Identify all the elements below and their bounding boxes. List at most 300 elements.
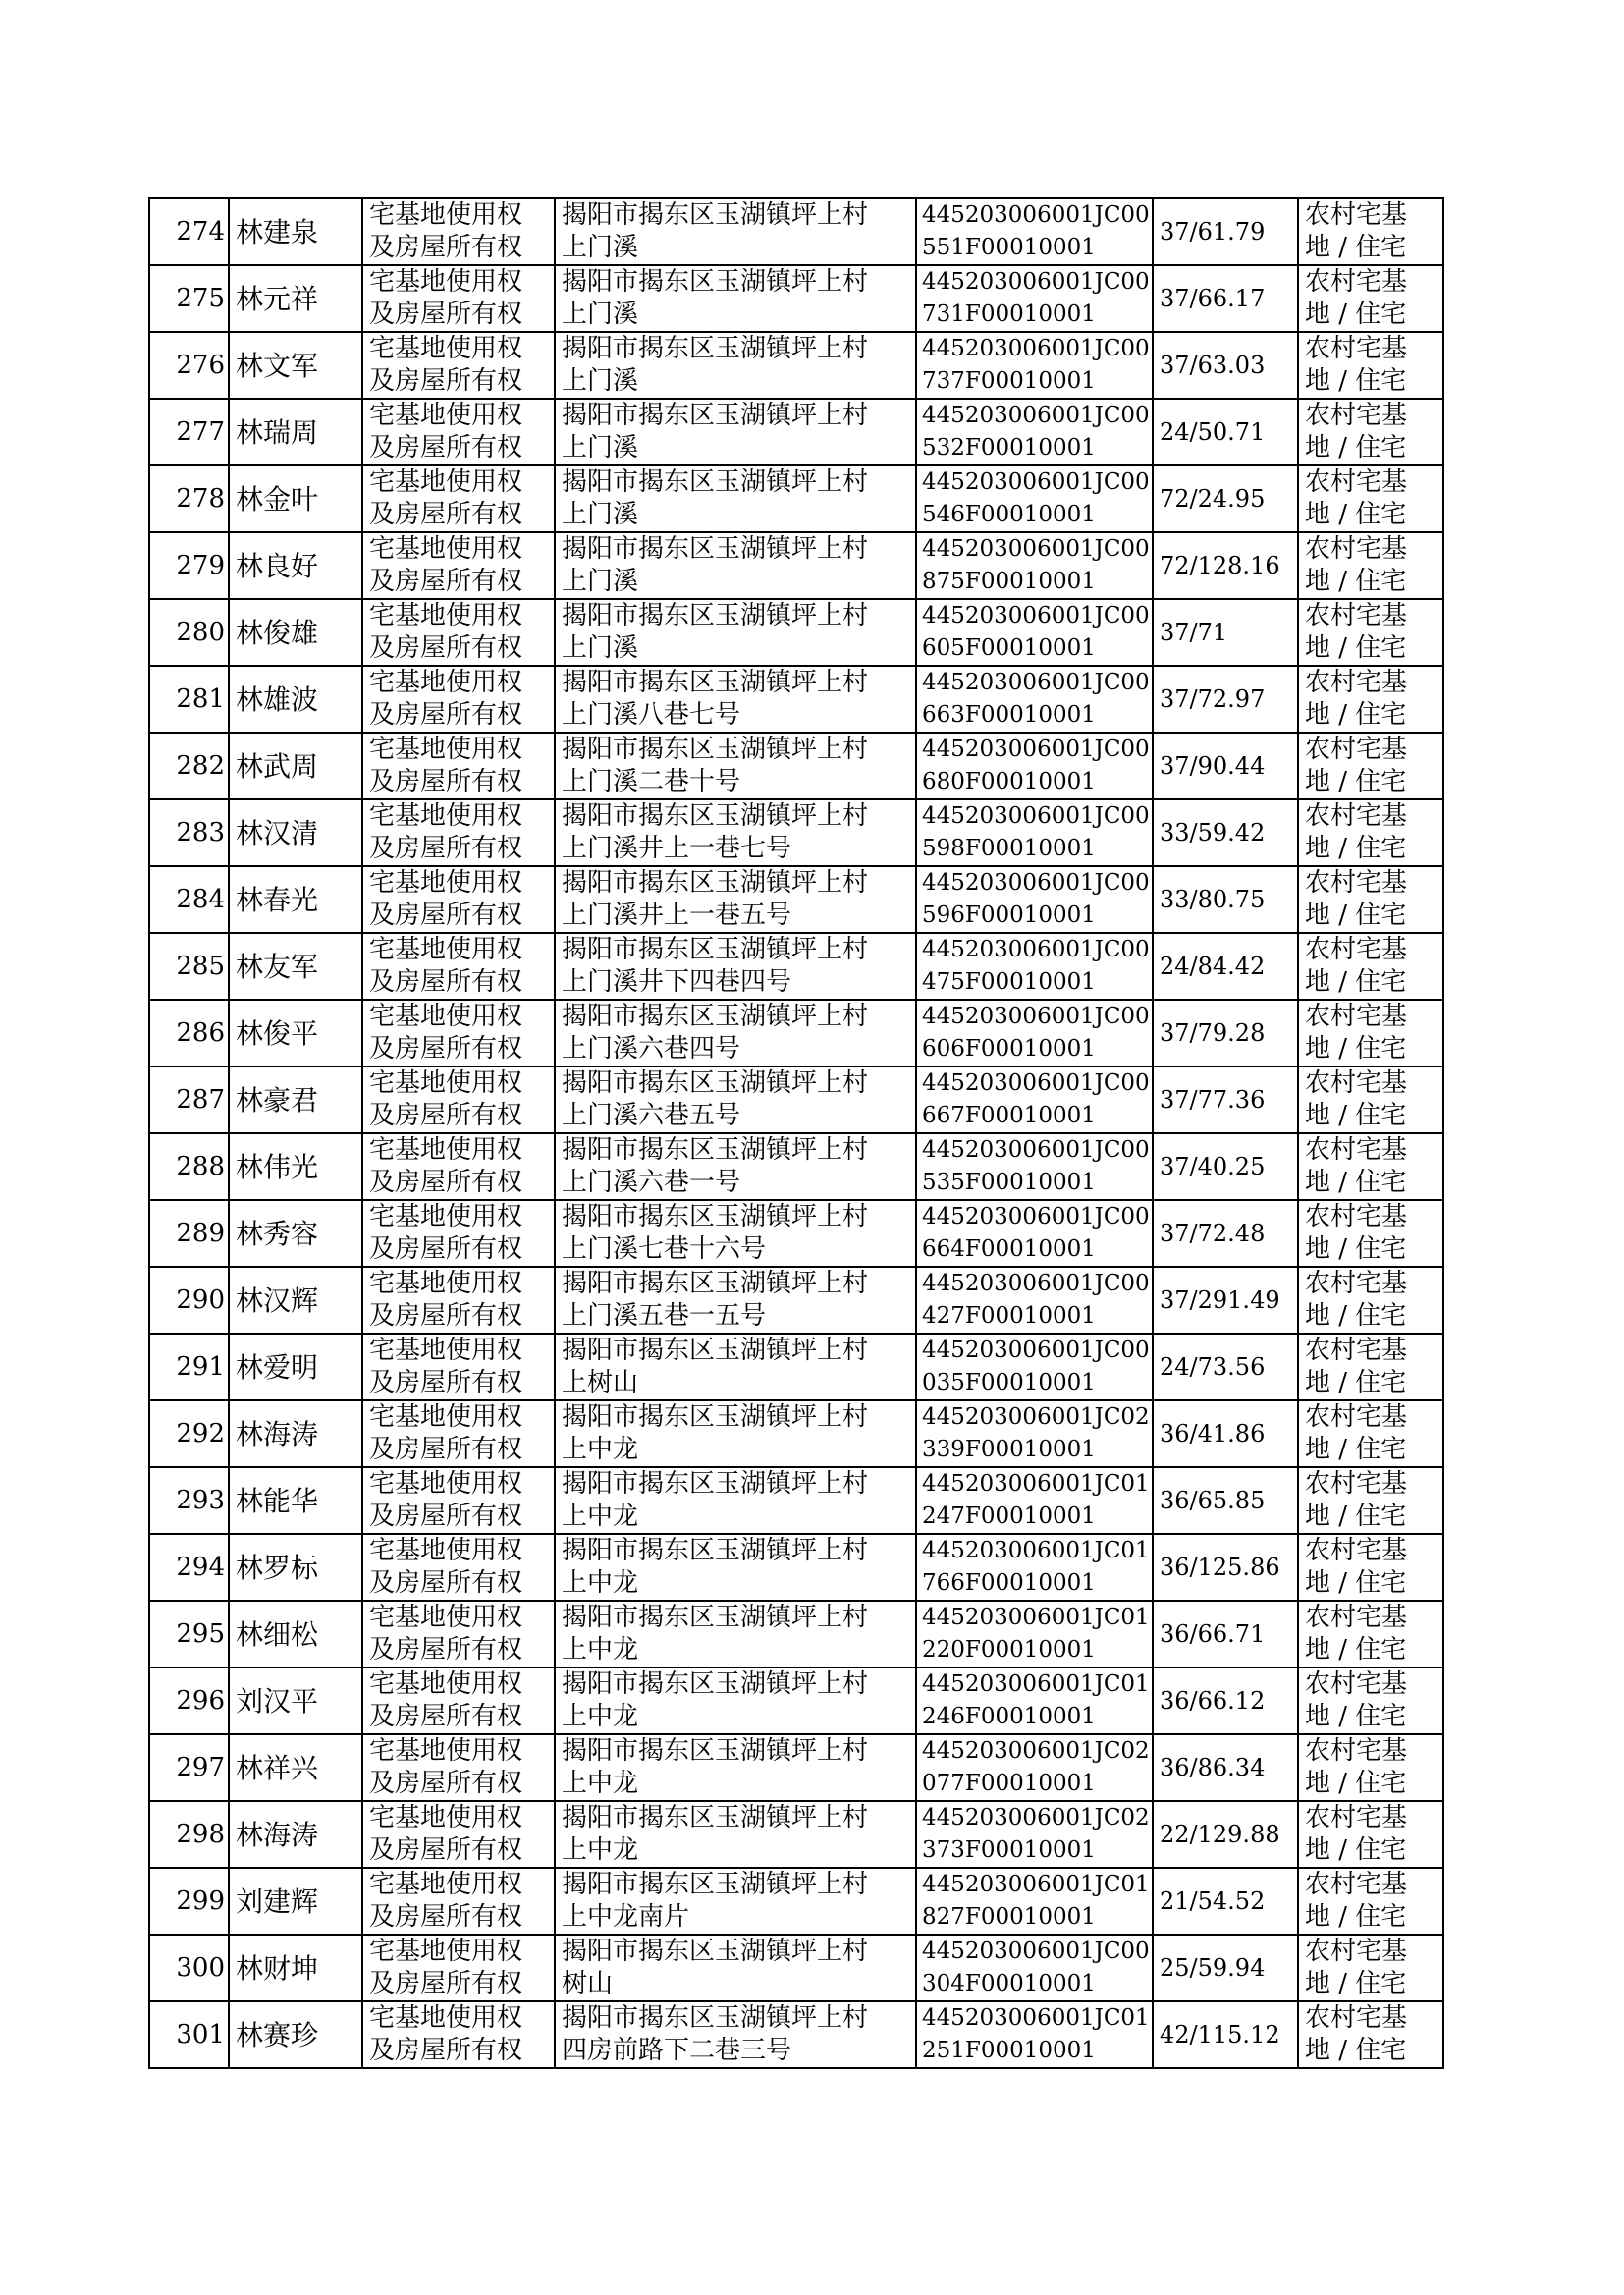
land-use	[1298, 733, 1443, 799]
right-type-line: 及房屋所有权	[369, 1234, 523, 1264]
property-address-line: 上门溪七巷十六号	[562, 1234, 767, 1264]
property-address-line: 上中龙	[562, 1769, 639, 1798]
property-address	[555, 1200, 916, 1267]
row-number: 289	[149, 1200, 229, 1267]
area-value: 37/79.28	[1153, 1000, 1298, 1066]
row-number: 293	[149, 1467, 229, 1534]
right-type-line: 及房屋所有权	[369, 901, 523, 930]
property-address	[555, 265, 916, 332]
owner-name: 林祥兴	[229, 1734, 362, 1801]
parcel-code-line: 445203006001JC01	[922, 2005, 1150, 2031]
right-type	[362, 933, 555, 1000]
right-type-line: 及房屋所有权	[369, 1034, 523, 1064]
property-address-line: 上门溪	[562, 567, 639, 596]
parcel-code-line: 445203006001JC00	[922, 1939, 1150, 1964]
property-address-line: 揭阳市揭东区玉湖镇坪上村	[562, 1402, 869, 1432]
right-type	[362, 1133, 555, 1200]
right-type-line: 及房屋所有权	[369, 1835, 523, 1865]
table-row	[149, 1400, 1443, 1467]
property-address	[555, 399, 916, 465]
right-type	[362, 599, 555, 666]
area-value: 37/90.44	[1153, 733, 1298, 799]
property-address-line: 上中龙	[562, 1435, 639, 1464]
property-address-line: 揭阳市揭东区玉湖镇坪上村	[562, 935, 869, 964]
property-address-line: 揭阳市揭东区玉湖镇坪上村	[562, 1135, 869, 1165]
right-type-line: 及房屋所有权	[369, 700, 523, 730]
area-value: 36/65.85	[1153, 1467, 1298, 1534]
row-number: 275	[149, 265, 229, 332]
property-address-line: 揭阳市揭东区玉湖镇坪上村	[562, 2003, 869, 2033]
parcel-code	[916, 1868, 1153, 1935]
land-use	[1298, 1534, 1443, 1601]
parcel-code-line: 475F00010001	[922, 969, 1096, 995]
right-type-line: 及房屋所有权	[369, 1368, 523, 1397]
parcel-code-line: 596F00010001	[922, 902, 1096, 928]
property-address-line: 上门溪井上一巷五号	[562, 901, 792, 930]
table-row	[149, 1334, 1443, 1400]
right-type	[362, 799, 555, 866]
land-use-line: 农村宅基	[1305, 1870, 1408, 1899]
parcel-code-line: 664F00010001	[922, 1236, 1096, 1262]
property-address-line: 上门溪六巷四号	[562, 1034, 741, 1064]
land-use-line: 农村宅基	[1305, 801, 1408, 831]
land-use-line: 农村宅基	[1305, 1202, 1408, 1231]
table-row	[149, 733, 1443, 799]
right-type	[362, 1601, 555, 1667]
parcel-code-line: 445203006001JC00	[922, 1204, 1150, 1229]
property-address	[555, 1133, 916, 1200]
parcel-code-line: 445203006001JC02	[922, 1404, 1150, 1430]
property-address-line: 上门溪井下四巷四号	[562, 967, 792, 997]
land-use	[1298, 265, 1443, 332]
property-address-line: 四房前路下二巷三号	[562, 2036, 792, 2065]
land-use-line: 地 / 住宅	[1305, 1835, 1407, 1865]
land-use	[1298, 198, 1443, 265]
table-row	[149, 198, 1443, 265]
land-use-line: 农村宅基	[1305, 1536, 1408, 1565]
parcel-code-line: 605F00010001	[922, 635, 1096, 661]
row-number: 295	[149, 1601, 229, 1667]
area-value: 37/66.17	[1153, 265, 1298, 332]
area-value: 24/73.56	[1153, 1334, 1298, 1400]
land-use-line: 地 / 住宅	[1305, 1635, 1407, 1665]
area-value: 37/40.25	[1153, 1133, 1298, 1200]
right-type	[362, 465, 555, 532]
parcel-code	[916, 1133, 1153, 1200]
land-use-line: 地 / 住宅	[1305, 366, 1407, 396]
parcel-code-line: 373F00010001	[922, 1837, 1096, 1863]
table-row	[149, 1467, 1443, 1534]
right-type-line: 宅基地使用权	[369, 1135, 523, 1165]
right-type-line: 及房屋所有权	[369, 300, 523, 329]
land-use-line: 农村宅基	[1305, 935, 1408, 964]
property-address	[555, 2001, 916, 2068]
parcel-code	[916, 1935, 1153, 2001]
land-use-line: 地 / 住宅	[1305, 1368, 1407, 1397]
property-address	[555, 1734, 916, 1801]
parcel-code-line: 667F00010001	[922, 1103, 1096, 1128]
land-use	[1298, 1066, 1443, 1133]
land-use-line: 农村宅基	[1305, 1603, 1408, 1632]
right-type-line: 宅基地使用权	[369, 534, 523, 564]
right-type-line: 宅基地使用权	[369, 1269, 523, 1298]
table-row	[149, 399, 1443, 465]
property-address	[555, 666, 916, 733]
parcel-code	[916, 265, 1153, 332]
land-use-line: 地 / 住宅	[1305, 1502, 1407, 1531]
property-address-line: 揭阳市揭东区玉湖镇坪上村	[562, 534, 869, 564]
parcel-code	[916, 532, 1153, 599]
land-use-line: 地 / 住宅	[1305, 767, 1407, 796]
land-use-line: 农村宅基	[1305, 1002, 1408, 1031]
table-row	[149, 1000, 1443, 1066]
property-address-line: 上门溪八巷七号	[562, 700, 741, 730]
property-address	[555, 799, 916, 866]
parcel-code	[916, 799, 1153, 866]
owner-name: 林俊雄	[229, 599, 362, 666]
parcel-code-line: 827F00010001	[922, 1904, 1096, 1930]
owner-name: 林瑞周	[229, 399, 362, 465]
parcel-code-line: 731F00010001	[922, 301, 1096, 327]
land-use-line: 地 / 住宅	[1305, 433, 1407, 463]
parcel-code	[916, 866, 1153, 933]
table-row	[149, 599, 1443, 666]
parcel-code-line: 220F00010001	[922, 1637, 1096, 1663]
area-value: 33/80.75	[1153, 866, 1298, 933]
parcel-code-line: 445203006001JC00	[922, 870, 1150, 896]
row-number: 300	[149, 1935, 229, 2001]
property-address	[555, 1267, 916, 1334]
parcel-code	[916, 332, 1153, 399]
owner-name: 林春光	[229, 866, 362, 933]
parcel-code-line: 304F00010001	[922, 1971, 1096, 1996]
parcel-code	[916, 198, 1153, 265]
land-use-line: 农村宅基	[1305, 1402, 1408, 1432]
property-address-line: 揭阳市揭东区玉湖镇坪上村	[562, 267, 869, 297]
parcel-code	[916, 2001, 1153, 2068]
owner-name: 林友军	[229, 933, 362, 1000]
right-type-line: 及房屋所有权	[369, 767, 523, 796]
area-value: 36/41.86	[1153, 1400, 1298, 1467]
row-number: 297	[149, 1734, 229, 1801]
parcel-code	[916, 733, 1153, 799]
right-type-line: 宅基地使用权	[369, 401, 523, 430]
parcel-code	[916, 666, 1153, 733]
land-use-line: 农村宅基	[1305, 668, 1408, 697]
parcel-code-line: 445203006001JC01	[922, 1471, 1150, 1497]
property-address-line: 揭阳市揭东区玉湖镇坪上村	[562, 1002, 869, 1031]
parcel-code-line: 427F00010001	[922, 1303, 1096, 1329]
right-type	[362, 1467, 555, 1534]
land-use	[1298, 666, 1443, 733]
table-row	[149, 1868, 1443, 1935]
right-type	[362, 532, 555, 599]
right-type-line: 及房屋所有权	[369, 1502, 523, 1531]
owner-name: 林金叶	[229, 465, 362, 532]
property-address-line: 揭阳市揭东区玉湖镇坪上村	[562, 1202, 869, 1231]
area-value: 36/86.34	[1153, 1734, 1298, 1801]
land-use-line: 地 / 住宅	[1305, 500, 1407, 529]
area-value: 24/84.42	[1153, 933, 1298, 1000]
parcel-code-line: 445203006001JC00	[922, 469, 1150, 495]
land-use-line: 地 / 住宅	[1305, 967, 1407, 997]
land-use	[1298, 1000, 1443, 1066]
land-use-line: 地 / 住宅	[1305, 1234, 1407, 1264]
right-type	[362, 2001, 555, 2068]
right-type-line: 宅基地使用权	[369, 200, 523, 230]
property-address	[555, 1935, 916, 2001]
land-use-line: 农村宅基	[1305, 1336, 1408, 1365]
row-number: 294	[149, 1534, 229, 1601]
property-address-line: 上中龙	[562, 1635, 639, 1665]
land-use-line: 地 / 住宅	[1305, 1568, 1407, 1598]
right-type-line: 宅基地使用权	[369, 1469, 523, 1499]
property-address-line: 揭阳市揭东区玉湖镇坪上村	[562, 868, 869, 898]
land-use-line: 农村宅基	[1305, 334, 1408, 363]
property-address-line: 上门溪井上一巷七号	[562, 834, 792, 863]
owner-name: 林海涛	[229, 1801, 362, 1868]
property-address-line: 上门溪	[562, 633, 639, 663]
row-number: 291	[149, 1334, 229, 1400]
parcel-code	[916, 1200, 1153, 1267]
right-type-line: 宅基地使用权	[369, 1669, 523, 1699]
land-use-line: 地 / 住宅	[1305, 1702, 1407, 1731]
row-number: 279	[149, 532, 229, 599]
land-use-line: 农村宅基	[1305, 1937, 1408, 1966]
table-row	[149, 1066, 1443, 1133]
right-type-line: 及房屋所有权	[369, 1902, 523, 1932]
parcel-code-line: 445203006001JC00	[922, 937, 1150, 962]
parcel-code-line: 532F00010001	[922, 435, 1096, 461]
land-use-line: 农村宅基	[1305, 200, 1408, 230]
property-address-line: 树山	[562, 1969, 614, 1998]
right-type-line: 宅基地使用权	[369, 267, 523, 297]
right-type	[362, 1267, 555, 1334]
land-use	[1298, 1935, 1443, 2001]
property-address-line: 上门溪二巷十号	[562, 767, 741, 796]
property-address	[555, 1467, 916, 1534]
row-number: 287	[149, 1066, 229, 1133]
land-use-line: 地 / 住宅	[1305, 300, 1407, 329]
land-use	[1298, 933, 1443, 1000]
right-type	[362, 265, 555, 332]
property-address-line: 上中龙	[562, 1702, 639, 1731]
property-address-line: 揭阳市揭东区玉湖镇坪上村	[562, 1603, 869, 1632]
owner-name: 林文军	[229, 332, 362, 399]
parcel-code-line: 875F00010001	[922, 569, 1096, 594]
parcel-code-line: 445203006001JC01	[922, 1872, 1150, 1897]
table-body	[149, 198, 1443, 2068]
land-use-line: 地 / 住宅	[1305, 1969, 1407, 1998]
land-use-line: 农村宅基	[1305, 1068, 1408, 1098]
owner-name: 刘建辉	[229, 1868, 362, 1935]
parcel-code-line: 737F00010001	[922, 368, 1096, 394]
owner-name: 林爱明	[229, 1334, 362, 1400]
table-row	[149, 1667, 1443, 1734]
parcel-code-line: 445203006001JC00	[922, 603, 1150, 628]
owner-name: 林元祥	[229, 265, 362, 332]
table-row	[149, 332, 1443, 399]
parcel-code-line: 445203006001JC00	[922, 1070, 1150, 1096]
parcel-code-line: 251F00010001	[922, 2038, 1096, 2063]
parcel-code-line: 445203006001JC02	[922, 1805, 1150, 1831]
row-number: 298	[149, 1801, 229, 1868]
parcel-code-line: 445203006001JC00	[922, 336, 1150, 361]
row-number: 296	[149, 1667, 229, 1734]
row-number: 281	[149, 666, 229, 733]
land-use	[1298, 1801, 1443, 1868]
right-type-line: 及房屋所有权	[369, 967, 523, 997]
parcel-code	[916, 1334, 1153, 1400]
owner-name: 刘汉平	[229, 1667, 362, 1734]
property-address-line: 上中龙	[562, 1835, 639, 1865]
property-address	[555, 198, 916, 265]
land-use-line: 农村宅基	[1305, 267, 1408, 297]
area-value: 37/72.48	[1153, 1200, 1298, 1267]
row-number: 292	[149, 1400, 229, 1467]
parcel-code-line: 551F00010001	[922, 235, 1096, 260]
property-address-line: 揭阳市揭东区玉湖镇坪上村	[562, 1736, 869, 1766]
owner-name: 林建泉	[229, 198, 362, 265]
land-use-line: 地 / 住宅	[1305, 1101, 1407, 1130]
right-type-line: 宅基地使用权	[369, 868, 523, 898]
right-type-line: 宅基地使用权	[369, 735, 523, 764]
property-address-line: 揭阳市揭东区玉湖镇坪上村	[562, 735, 869, 764]
land-use-line: 地 / 住宅	[1305, 1301, 1407, 1331]
parcel-code-line: 445203006001JC00	[922, 1004, 1150, 1029]
land-use-line: 农村宅基	[1305, 401, 1408, 430]
table-row	[149, 1801, 1443, 1868]
parcel-code-line: 598F00010001	[922, 836, 1096, 861]
right-type-line: 及房屋所有权	[369, 1101, 523, 1130]
right-type-line: 宅基地使用权	[369, 601, 523, 630]
parcel-code-line: 445203006001JC00	[922, 1338, 1150, 1363]
table-row	[149, 1133, 1443, 1200]
right-type-line: 宅基地使用权	[369, 2003, 523, 2033]
right-type-line: 宅基地使用权	[369, 1402, 523, 1432]
parcel-code	[916, 1667, 1153, 1734]
property-address-line: 上门溪	[562, 366, 639, 396]
land-use	[1298, 1400, 1443, 1467]
owner-name: 林汉清	[229, 799, 362, 866]
property-address-line: 揭阳市揭东区玉湖镇坪上村	[562, 1669, 869, 1699]
right-type-line: 宅基地使用权	[369, 1202, 523, 1231]
property-address-line: 揭阳市揭东区玉湖镇坪上村	[562, 467, 869, 497]
right-type-line: 宅基地使用权	[369, 935, 523, 964]
land-use-line: 地 / 住宅	[1305, 567, 1407, 596]
property-address	[555, 1334, 916, 1400]
property-address	[555, 1601, 916, 1667]
parcel-code-line: 445203006001JC01	[922, 1605, 1150, 1630]
property-address-line: 上门溪	[562, 300, 639, 329]
owner-name: 林秀容	[229, 1200, 362, 1267]
property-address	[555, 1801, 916, 1868]
right-type-line: 及房屋所有权	[369, 567, 523, 596]
parcel-code-line: 247F00010001	[922, 1503, 1096, 1529]
row-number: 284	[149, 866, 229, 933]
parcel-code-line: 445203006001JC00	[922, 670, 1150, 695]
property-address-line: 揭阳市揭东区玉湖镇坪上村	[562, 601, 869, 630]
right-type-line: 宅基地使用权	[369, 1736, 523, 1766]
land-use-line: 地 / 住宅	[1305, 633, 1407, 663]
property-address	[555, 1667, 916, 1734]
right-type-line: 宅基地使用权	[369, 1068, 523, 1098]
parcel-code-line: 035F00010001	[922, 1370, 1096, 1395]
row-number: 299	[149, 1868, 229, 1935]
parcel-code-line: 606F00010001	[922, 1036, 1096, 1062]
area-value: 72/24.95	[1153, 465, 1298, 532]
area-value: 37/71	[1153, 599, 1298, 666]
right-type	[362, 1334, 555, 1400]
right-type-line: 宅基地使用权	[369, 334, 523, 363]
parcel-code	[916, 1467, 1153, 1534]
land-use	[1298, 2001, 1443, 2068]
right-type-line: 宅基地使用权	[369, 1336, 523, 1365]
property-address-line: 揭阳市揭东区玉湖镇坪上村	[562, 1870, 869, 1899]
land-use-line: 农村宅基	[1305, 735, 1408, 764]
land-use-line: 农村宅基	[1305, 1803, 1408, 1832]
table-row	[149, 1601, 1443, 1667]
parcel-code	[916, 933, 1153, 1000]
table-row	[149, 532, 1443, 599]
property-address-line: 上中龙	[562, 1502, 639, 1531]
parcel-code	[916, 1801, 1153, 1868]
right-type	[362, 1000, 555, 1066]
area-value: 72/128.16	[1153, 532, 1298, 599]
row-number: 277	[149, 399, 229, 465]
right-type-line: 及房屋所有权	[369, 1969, 523, 1998]
property-address-line: 上中龙南片	[562, 1902, 690, 1932]
owner-name: 林细松	[229, 1601, 362, 1667]
property-address-line: 揭阳市揭东区玉湖镇坪上村	[562, 401, 869, 430]
parcel-code-line: 445203006001JC00	[922, 1271, 1150, 1296]
owner-name: 林豪君	[229, 1066, 362, 1133]
right-type	[362, 332, 555, 399]
land-use	[1298, 1734, 1443, 1801]
land-use	[1298, 465, 1443, 532]
land-use	[1298, 866, 1443, 933]
area-value: 37/61.79	[1153, 198, 1298, 265]
property-address	[555, 1066, 916, 1133]
area-value: 24/50.71	[1153, 399, 1298, 465]
area-value: 37/72.97	[1153, 666, 1298, 733]
table-row	[149, 1200, 1443, 1267]
land-use	[1298, 1267, 1443, 1334]
right-type-line: 宅基地使用权	[369, 1870, 523, 1899]
land-use	[1298, 1601, 1443, 1667]
property-address	[555, 866, 916, 933]
right-type-line: 及房屋所有权	[369, 1168, 523, 1197]
property-address-line: 揭阳市揭东区玉湖镇坪上村	[562, 668, 869, 697]
right-type	[362, 1534, 555, 1601]
right-type	[362, 1734, 555, 1801]
land-use-line: 地 / 住宅	[1305, 1034, 1407, 1064]
table-row	[149, 465, 1443, 532]
area-value: 21/54.52	[1153, 1868, 1298, 1935]
property-address-line: 揭阳市揭东区玉湖镇坪上村	[562, 1269, 869, 1298]
property-address	[555, 733, 916, 799]
right-type-line: 宅基地使用权	[369, 1937, 523, 1966]
parcel-code-line: 339F00010001	[922, 1437, 1096, 1462]
right-type-line: 及房屋所有权	[369, 1635, 523, 1665]
right-type-line: 宅基地使用权	[369, 668, 523, 697]
right-type	[362, 1935, 555, 2001]
right-type-line: 宅基地使用权	[369, 1803, 523, 1832]
table-row	[149, 2001, 1443, 2068]
right-type	[362, 1200, 555, 1267]
parcel-code-line: 077F00010001	[922, 1771, 1096, 1796]
right-type-line: 宅基地使用权	[369, 1536, 523, 1565]
